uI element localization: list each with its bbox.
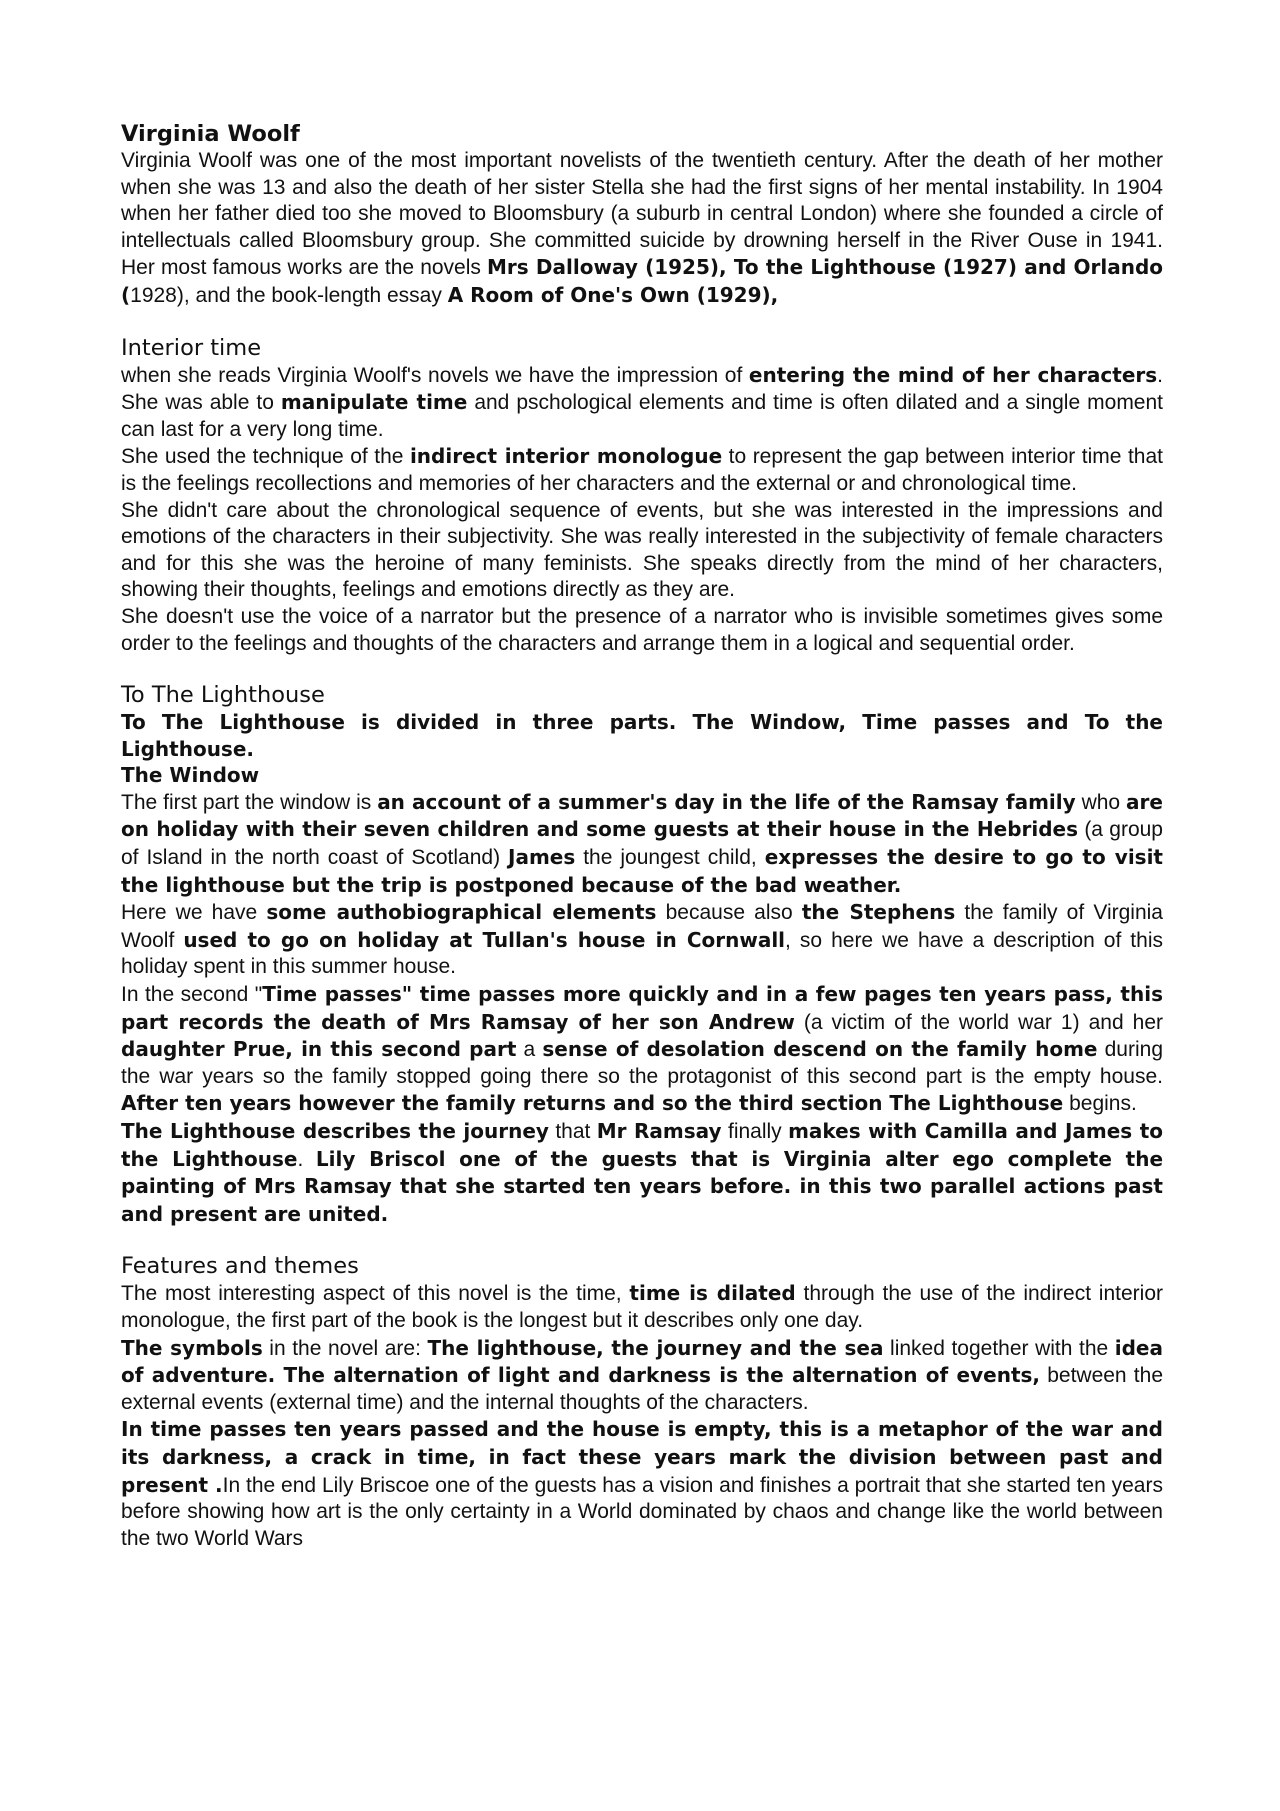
document-page [121, 120, 1163, 1552]
paragraph-interior-time-1: when she reads Virginia Woolf's novels we have the impression of entering the mind of her characters. She was able to manipulate time and pschological elements and time is often dilated and a single moment can last for a very long time. [121, 362, 1163, 441]
subheading-the-window: The Window [121, 763, 260, 788]
paragraph-window-1: The first part the window is an account of a summer's day in the life of the Ramsay family who are on holiday with their seven children and some guests at their house in the Hebrides (a group of Island in the north coast of Scotland) James the joungest child, expresses the desire to go to visit the lighthouse but the trip is postponed because of the bad weather. [121, 789, 1163, 897]
section-to-the-lighthouse [121, 681, 1163, 1228]
paragraph-interior-time-4: She doesn't use the voice of a narrator but the presence of a narrator who is invisible sometimes gives some order to the feelings and thoughts of the characters and arrange them in a logical and sequential order. [121, 604, 1163, 655]
paragraph-time-passes: In the second "Time passes" time passes more quickly and in a few pages ten years pass, this part records the death of Mrs Ramsay of her son Andrew (a victim of the world war 1) and her daughter Prue, in this second part a sense of desolation descend on the family home during the war years so the family stopped going there so the protagonist of this second part is the empty house. After ten years however the family returns and so the third section The Lighthouse begins. [121, 982, 1164, 1116]
paragraph-features-1: The most interesting aspect of this novel is the time, time is dilated through the use of the indirect interior monologue, the first part of the book is the longest but it describes only one day. [121, 1281, 1163, 1332]
paragraph-window-2: Here we have some authobiographical elements because also the Stephens the family of Virginia Woolf used to go on holiday at Tullan's house in Cornwall, so here we have a description of this holiday spent in this summer house. [121, 900, 1163, 979]
paragraph-features-3: In time passes ten years passed and the house is empty, this is a metaphor of the war and its darkness, a crack in time, in fact these years mark the division between past and present .In the end Lily Briscoe one of the guests has a vision and finishes a portrait that she started ten years before showing how art is the only certainty in a World dominated by chaos and change like the world between the two World Wars [121, 1417, 1163, 1550]
paragraph-biography: Virginia Woolf was one of the most important novelists of the twentieth century. After the death of her mother when she was 13 and also the death of her sister Stella she had the first signs of her mental instability. In 1904 when her father died too she moved to Bloomsbury (a suburb in central London) where she founded a circle of intellectuals called Bloomsbury group. She committed suicide by drowning herself in the River Ouse in 1941. Her most famous works are the novels Mrs Dalloway (1925), To the Lighthouse (1927) and Orlando (1928), and the book-length essay A Room of One's Own (1929), [121, 149, 1164, 307]
paragraph-lighthouse-lead: To The Lighthouse is divided in three parts. The Window, Time passes and To the Lighthouse. [121, 710, 1163, 761]
paragraph-features-2: The symbols in the novel are: The lighthouse, the journey and the sea linked together with the idea of adventure. The alternation of light and darkness is the alternation of events, between the external events (external time) and the internal thoughts of the characters. [121, 1335, 1163, 1414]
paragraph-interior-time-3: She didn't care about the chronological sequence of events, but she was interested in the impressions and emotions of the characters in their subjectivity. She was really interested in the subjectivity of female characters and for this she was the heroine of many feminists. She speaks directly from the mind of her characters, showing their thoughts, feelings and emotions directly as they are. [121, 498, 1163, 602]
heading-to-the-lighthouse: To The Lighthouse [121, 682, 325, 709]
heading-interior-time: Interior time [121, 334, 262, 361]
heading-features-and-themes: Features and themes [121, 1253, 359, 1280]
section-features-and-themes [121, 1252, 1163, 1552]
paragraph-interior-time-2: She used the technique of the indirect interior monologue to represent the gap between interior time that is the feelings recollections and memories of her characters and the external or and chronological time. [121, 444, 1163, 495]
paragraph-the-lighthouse: The Lighthouse describes the journey that Mr Ramsay finally makes with Camilla and James to the Lighthouse. Lily Briscol one of the guests that is Virginia alter ego complete the painting of Mrs Ramsay that she started ten years before. in this two parallel actions past and present are united. [121, 1119, 1164, 1226]
section-interior-time [121, 334, 1163, 658]
section-virginia-woolf [121, 120, 1163, 310]
heading-virginia-woolf: Virginia Woolf [121, 121, 300, 147]
